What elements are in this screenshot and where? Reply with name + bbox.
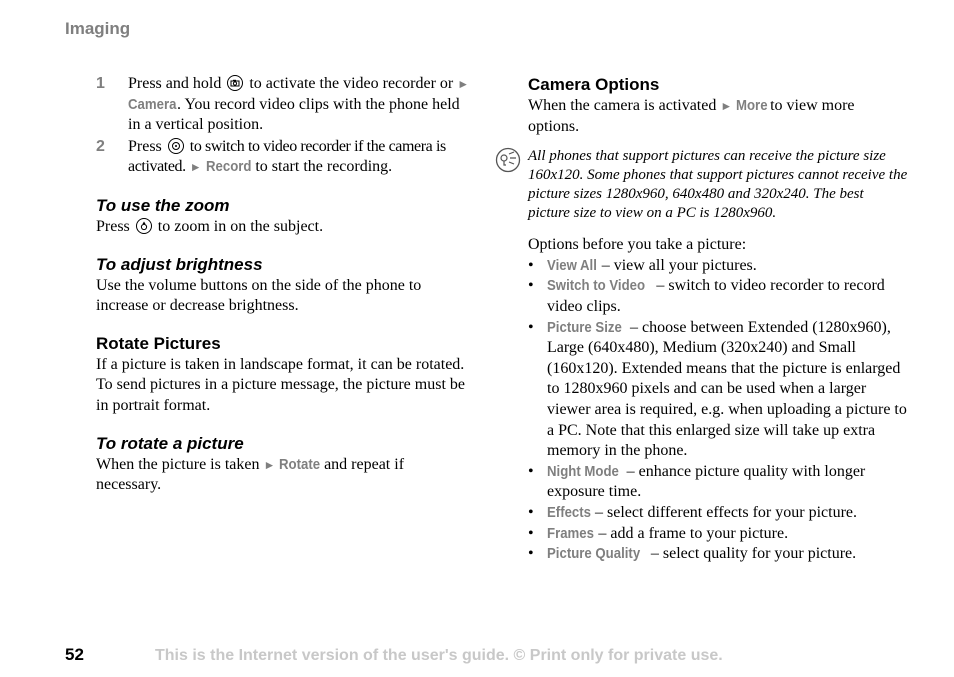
rotate-pictures-text: If a picture is taken in landscape format, it can be rotated. To send pictures in a picture message, the picture must be in portrait format. <box>96 355 465 414</box>
list-item <box>528 524 908 545</box>
option-name: View All <box>547 256 597 274</box>
step-number: 2 <box>96 137 105 155</box>
step-text: Press <box>128 137 162 155</box>
zoom-text-pre: Press <box>96 217 130 235</box>
menu-arrow-icon: ► <box>457 77 470 91</box>
list-item <box>528 503 908 524</box>
step-text: Press and hold <box>128 75 222 92</box>
brightness-text: Use the volume buttons on the side of the phone to increase or decrease brightness. <box>96 276 422 315</box>
menu-arrow-icon: ► <box>189 160 202 175</box>
option-desc: – choose between Extended (1280x960), Large (640x480), Medium (320x240) and Small (160x120). Extended means that the picture is enlarged to 1280x960 pixels and can be used when a larger viewer area is required, e.g. when uploading a picture to a PC. Note that this enlarged size will take up extra memory in the phone. <box>547 318 907 460</box>
camera-options-heading: Camera Options <box>528 75 660 94</box>
navigation-key-icon <box>136 218 152 234</box>
intro-text-post: to view more options. <box>528 97 855 135</box>
options-intro: Options before you take a picture: <box>528 236 747 254</box>
option-desc: – select different effects for your picture. <box>595 503 857 521</box>
footer-note: This is the Internet version of the user's guide. © Print only for private use. <box>155 647 723 664</box>
option-name: Picture Size <box>547 318 622 336</box>
list-item <box>528 544 908 565</box>
left-column <box>96 74 471 496</box>
option-desc: – switch to video recorder to record video clips. <box>547 277 885 315</box>
menu-item-camera: Camera <box>128 95 177 113</box>
list-item <box>528 462 908 503</box>
step-text: to activate the video recorder or <box>249 75 454 92</box>
menu-item-record: Record <box>205 158 252 176</box>
tip-icon <box>495 147 521 179</box>
option-name: Frames <box>547 524 594 542</box>
option-desc: – enhance picture quality with longer exposure time. <box>547 462 866 501</box>
step-1 <box>96 74 471 136</box>
rotate-pictures-heading: Rotate Pictures <box>96 333 221 353</box>
list-item <box>528 318 908 462</box>
tip-note <box>528 147 908 223</box>
brightness-heading: To adjust brightness <box>96 254 263 274</box>
rotate-heading: To rotate a picture <box>96 433 244 453</box>
right-column <box>528 74 908 565</box>
menu-arrow-icon: ► <box>263 457 276 472</box>
menu-item-more: More <box>736 97 768 114</box>
option-name: Switch to Video <box>547 277 646 295</box>
zoom-heading: To use the zoom <box>96 195 230 215</box>
option-name: Night Mode <box>547 462 619 480</box>
option-name: Effects <box>547 503 592 521</box>
tip-note-text: All phones that support pictures can receive the picture size 160x120. Some phones that support pictures cannot receive the picture sizes 1280x960, 640x480 and 320x240. The best picture size to view on a PC is 1280x960. <box>528 148 908 222</box>
step-number: 1 <box>96 75 105 92</box>
option-desc: – add a frame to your picture. <box>598 524 789 542</box>
step-text: to switch to video recorder if the camera is activated. <box>128 137 446 176</box>
menu-arrow-icon: ► <box>720 99 733 113</box>
rotate-text-post: and repeat if necessary. <box>96 455 405 494</box>
navigation-key-icon <box>168 138 184 154</box>
options-list <box>528 256 908 565</box>
rotate-text <box>96 455 471 496</box>
zoom-text <box>96 217 471 238</box>
step-text: to start the recording. <box>255 158 393 176</box>
page-number: 52 <box>65 645 84 664</box>
camera-options-intro <box>528 96 908 137</box>
step-text: . You record video clips with the phone held in a vertical position. <box>128 95 460 134</box>
option-name: Picture Quality <box>547 545 641 563</box>
option-desc: – view all your pictures. <box>601 256 757 274</box>
section-header: Imaging <box>65 19 131 38</box>
step-2 <box>96 137 471 178</box>
zoom-text-post: to zoom in on the subject. <box>157 217 324 235</box>
camera-key-icon <box>227 75 243 91</box>
rotate-text-pre: When the picture is taken <box>96 455 260 473</box>
option-desc: – select quality for your picture. <box>650 545 857 563</box>
intro-text-pre: When the camera is activated <box>528 97 717 114</box>
menu-item-rotate: Rotate <box>279 455 321 473</box>
list-item <box>528 256 908 277</box>
list-item <box>528 276 908 317</box>
